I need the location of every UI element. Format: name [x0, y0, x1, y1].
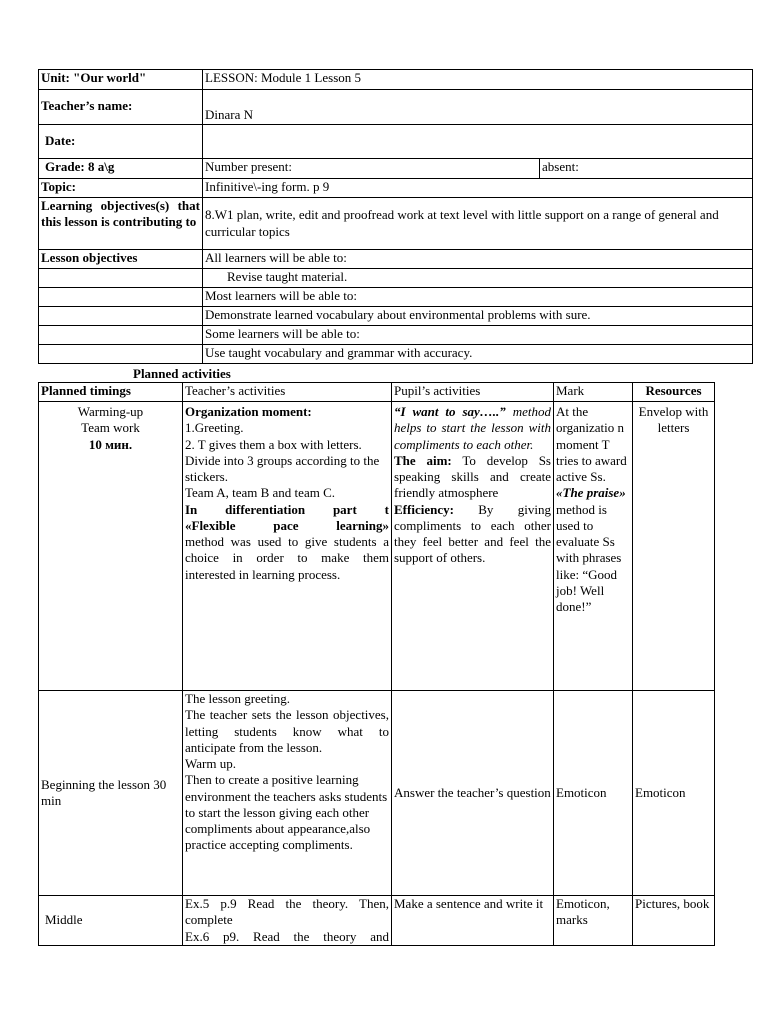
aim-label: The aim: — [394, 452, 452, 468]
number-present-cell: Number present: — [203, 159, 540, 179]
pupil-italic: method helps to start the lesson with compliments to each other. — [394, 404, 552, 452]
lesson-header-table — [38, 69, 753, 364]
objective-line: All learners will be able to: — [203, 250, 753, 269]
topic-value: Infinitive\-ing form. p 9 — [203, 179, 753, 198]
absent-cell: absent: — [540, 159, 753, 179]
teacher-line: Ex.6 p9. Read the theory and — [185, 928, 389, 944]
teacher-line: Team A, team B and team C. — [185, 485, 335, 501]
learning-objectives-label: Learning objectives(s) that this lesson is contributing to — [39, 198, 203, 250]
objective-line: Most learners will be able to: — [203, 288, 753, 307]
objective-line: Revise taught material. — [203, 269, 753, 288]
beginning-timing: Beginning the lesson 30 min — [39, 691, 183, 896]
empty-cell — [39, 307, 203, 326]
warming-up-teacher — [183, 402, 392, 691]
empty-cell — [39, 269, 203, 288]
objective-line: Use taught vocabulary and grammar with accuracy. — [203, 345, 753, 364]
empty-cell — [39, 345, 203, 364]
objective-line: Demonstrate learned vocabulary about environmental problems with sure. — [203, 307, 753, 326]
planned-activities-title: Planned activities — [133, 366, 231, 381]
teacher-line: Ex.5 p.9 Read the theory. Then, complete — [185, 896, 389, 928]
empty-cell — [39, 326, 203, 345]
middle-timing: Middle — [39, 896, 183, 946]
planned-activities-table — [38, 382, 715, 946]
learning-objectives-value: 8.W1 plan, write, edit and proofread work at text level with little support on a range of general and curricular topics — [203, 198, 753, 250]
efficiency-label: Efficiency: — [394, 501, 454, 517]
teacher-line: The teacher sets the lesson objectives, letting students know what to anticipate from the lesson. — [185, 707, 389, 755]
teacher-line: Then to create a positive learning environment the teachers asks students to start the lesson giving each other compliments about appearance,also practice accepting compliments. — [185, 772, 388, 853]
flexible-pace-line: «Flexible pace learning» — [185, 517, 389, 533]
middle-pupil: Make a sentence and write it — [392, 896, 554, 946]
lesson-objectives-label: Lesson objectives — [39, 250, 203, 269]
teacher-line: 2. T gives them a box with letters. Divide into 3 groups according to the stickers. — [185, 436, 380, 484]
unit-cell: Unit: "Our world" — [39, 70, 203, 90]
topic-label: Topic: — [39, 179, 203, 198]
beginning-mark: Emoticon — [554, 691, 633, 896]
beginning-pupil: Answer the teacher’s question — [392, 691, 554, 896]
teacher-value: Dinara N — [203, 90, 753, 125]
timing-line: Team work — [81, 420, 140, 436]
efficiency-text: By giving compliments to each other they feel better and feel the support of others. — [394, 501, 551, 566]
middle-teacher — [183, 896, 392, 946]
warming-up-resources: Envelop with letters — [633, 402, 715, 691]
teacher-line: The lesson greeting. — [185, 691, 291, 706]
aim-text: To develop Ss speaking skills and create friendly atmosphere — [394, 452, 551, 501]
method-text: method was used to give students a choice in order to make them interested in learning process. — [185, 534, 389, 582]
beginning-teacher — [183, 691, 392, 896]
lesson-cell: LESSON: Module 1 Lesson 5 — [203, 70, 753, 90]
objective-line: Some learners will be able to: — [203, 326, 753, 345]
differentiation-line: In differentiation part t — [185, 501, 389, 517]
mark-text: method is used to evaluate Ss with phrases like: “Good job! Well done!” — [556, 501, 622, 614]
timing-line: 10 мин. — [88, 436, 133, 452]
praise-text: «The praise» — [556, 485, 626, 501]
empty-cell — [39, 288, 203, 307]
middle-resources: Pictures, book — [633, 896, 715, 946]
header-resources: Resources — [633, 383, 715, 402]
beginning-resources: Emoticon — [633, 691, 715, 896]
teacher-line: 1.Greeting. — [185, 420, 244, 436]
warming-up-timing — [39, 402, 183, 691]
teacher-label: Teacher’s name: — [39, 90, 203, 125]
organization-title: Organization moment: — [185, 404, 312, 419]
header-mark: Mark — [554, 383, 633, 402]
header-pupil-activities: Pupil’s activities — [392, 383, 554, 402]
date-value — [203, 125, 753, 159]
header-teacher-activities: Teacher’s activities — [183, 383, 392, 402]
mark-text: At the organizatio n moment T tries to award active Ss. — [556, 404, 627, 484]
grade-cell: Grade: 8 a\g — [39, 159, 203, 179]
warming-up-mark — [554, 402, 633, 691]
header-planned-timings: Planned timings — [39, 383, 183, 402]
middle-mark: Emoticon, marks — [554, 896, 633, 946]
timing-line: Warming-up — [77, 404, 144, 419]
date-label: Date: — [39, 125, 203, 159]
pupil-quote: “I want to say…..” — [394, 404, 506, 419]
teacher-line: Warm up. — [185, 756, 236, 771]
warming-up-pupil — [392, 402, 554, 691]
